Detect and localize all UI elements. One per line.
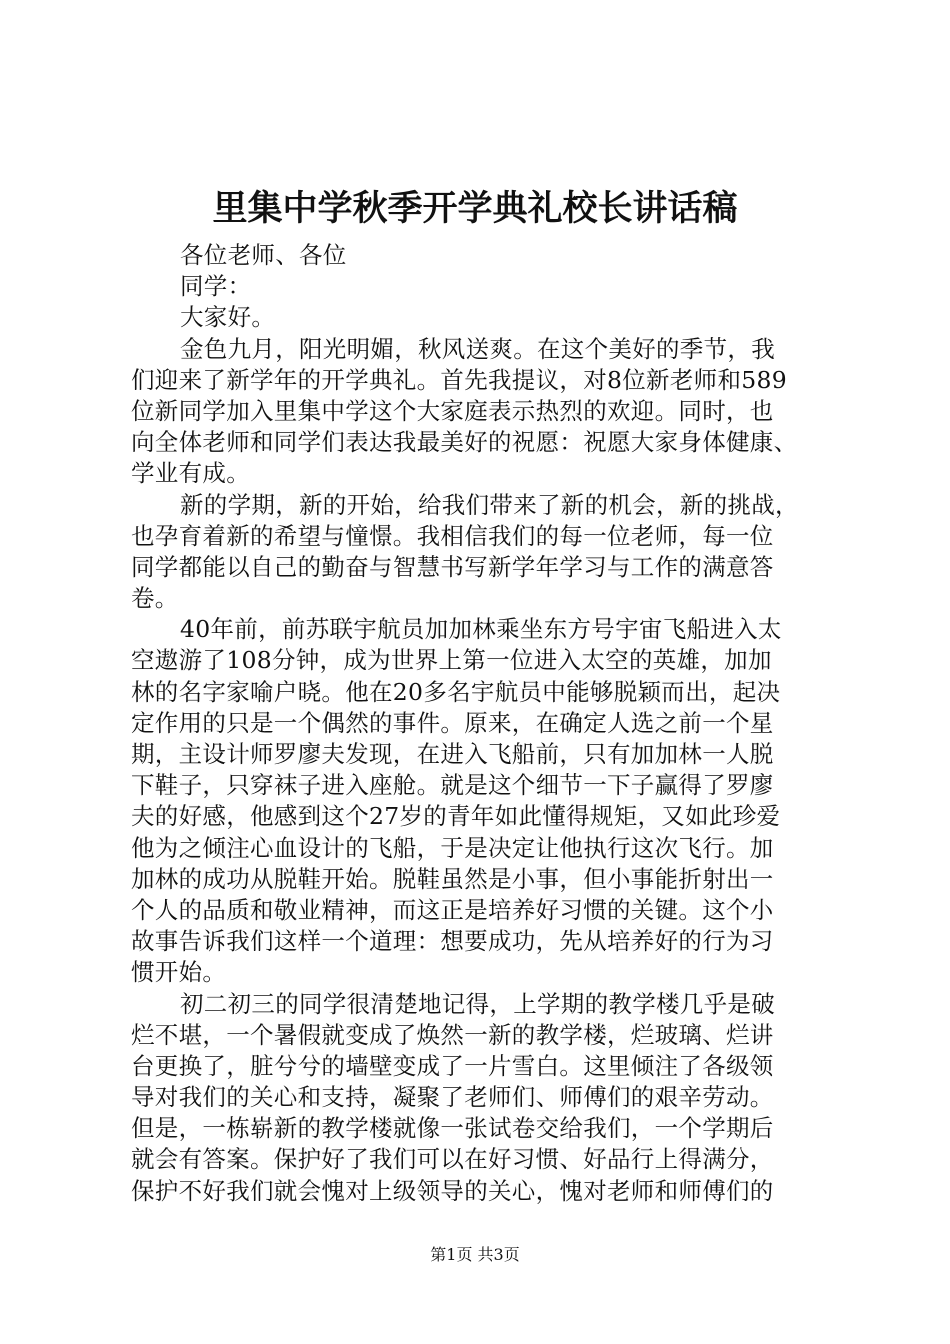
text-line: 大家好。 [180,303,276,332]
text-line: 台更换了，脏兮兮的墙壁变成了一片雪白。这里倾注了各级领 [131,1051,774,1080]
text-line: 但是，一栋崭新的教学楼就像一张试卷交给我们，一个学期后 [131,1114,774,1143]
text-line: 空遨游了108分钟，成为世界上第一位进入太空的英雄，加加 [131,646,772,675]
text-line: 保护不好我们就会愧对上级领导的关心，愧对老师和师傅们的 [131,1176,774,1205]
text-line: 故事告诉我们这样一个道理：想要成功，先从培养好的行为习 [131,927,774,956]
page-title: 里集中学秋季开学典礼校长讲话稿 [212,188,738,229]
text-line: 夫的好感，他感到这个27岁的青年如此懂得规矩，又如此珍爱 [131,802,781,831]
text-line: 新的学期，新的开始，给我们带来了新的机会，新的挑战， [180,490,799,519]
text-line: 初二初三的同学很清楚地记得，上学期的教学楼几乎是破 [180,989,775,1018]
text-line: 惯开始。 [131,958,227,987]
text-line: 各位老师、各位 [180,241,347,269]
text-line: 同学： [180,272,252,301]
text-line: 下鞋子，只穿袜子进入座舱。就是这个细节一下子赢得了罗廖 [131,771,774,800]
text-line: 定作用的只是一个偶然的事件。原来，在确定人选之前一个星 [131,708,774,737]
text-line: 烂不堪，一个暑假就变成了焕然一新的教学楼，烂玻璃、烂讲 [131,1020,774,1049]
text-line: 卷。 [131,584,179,613]
text-line: 们迎来了新学年的开学典礼。首先我提议，对8位新老师和589 [131,365,788,394]
text-line: 林的名字家喻户晓。他在20多名宇航员中能够脱颖而出，起决 [131,677,781,706]
text-line: 向全体老师和同学们表达我最美好的祝愿：祝愿大家身体健康、 [131,428,798,457]
text-line: 也孕育着新的希望与憧憬。我相信我们的每一位老师，每一位 [131,521,774,550]
document-body [131,240,831,1207]
text-line: 就会有答案。保护好了我们可以在好习惯、好品行上得满分， [131,1145,774,1174]
page-footer: 第1页 共3页 [430,1245,520,1264]
text-line: 他为之倾注心血设计的飞船，于是决定让他执行这次飞行。加 [131,833,774,862]
text-line: 位新同学加入里集中学这个大家庭表示热烈的欢迎。同时，也 [131,396,774,425]
text-line: 加林的成功从脱鞋开始。脱鞋虽然是小事，但小事能折射出一 [131,864,774,893]
text-line: 导对我们的关心和支持，凝聚了老师们、师傅们的艰辛劳动。 [131,1083,774,1112]
text-line: 同学都能以自己的勤奋与智慧书写新学年学习与工作的满意答 [131,552,774,581]
text-line: 40年前，前苏联宇航员加加林乘坐东方号宇宙飞船进入太 [180,615,782,644]
text-line: 个人的品质和敬业精神，而这正是培养好习惯的关键。这个小 [131,895,774,924]
text-line: 金色九月，阳光明媚，秋风送爽。在这个美好的季节，我 [180,334,775,363]
text-line: 期，主设计师罗廖夫发现，在进入飞船前，只有加加林一人脱 [131,740,774,768]
text-line: 学业有成。 [131,459,250,488]
